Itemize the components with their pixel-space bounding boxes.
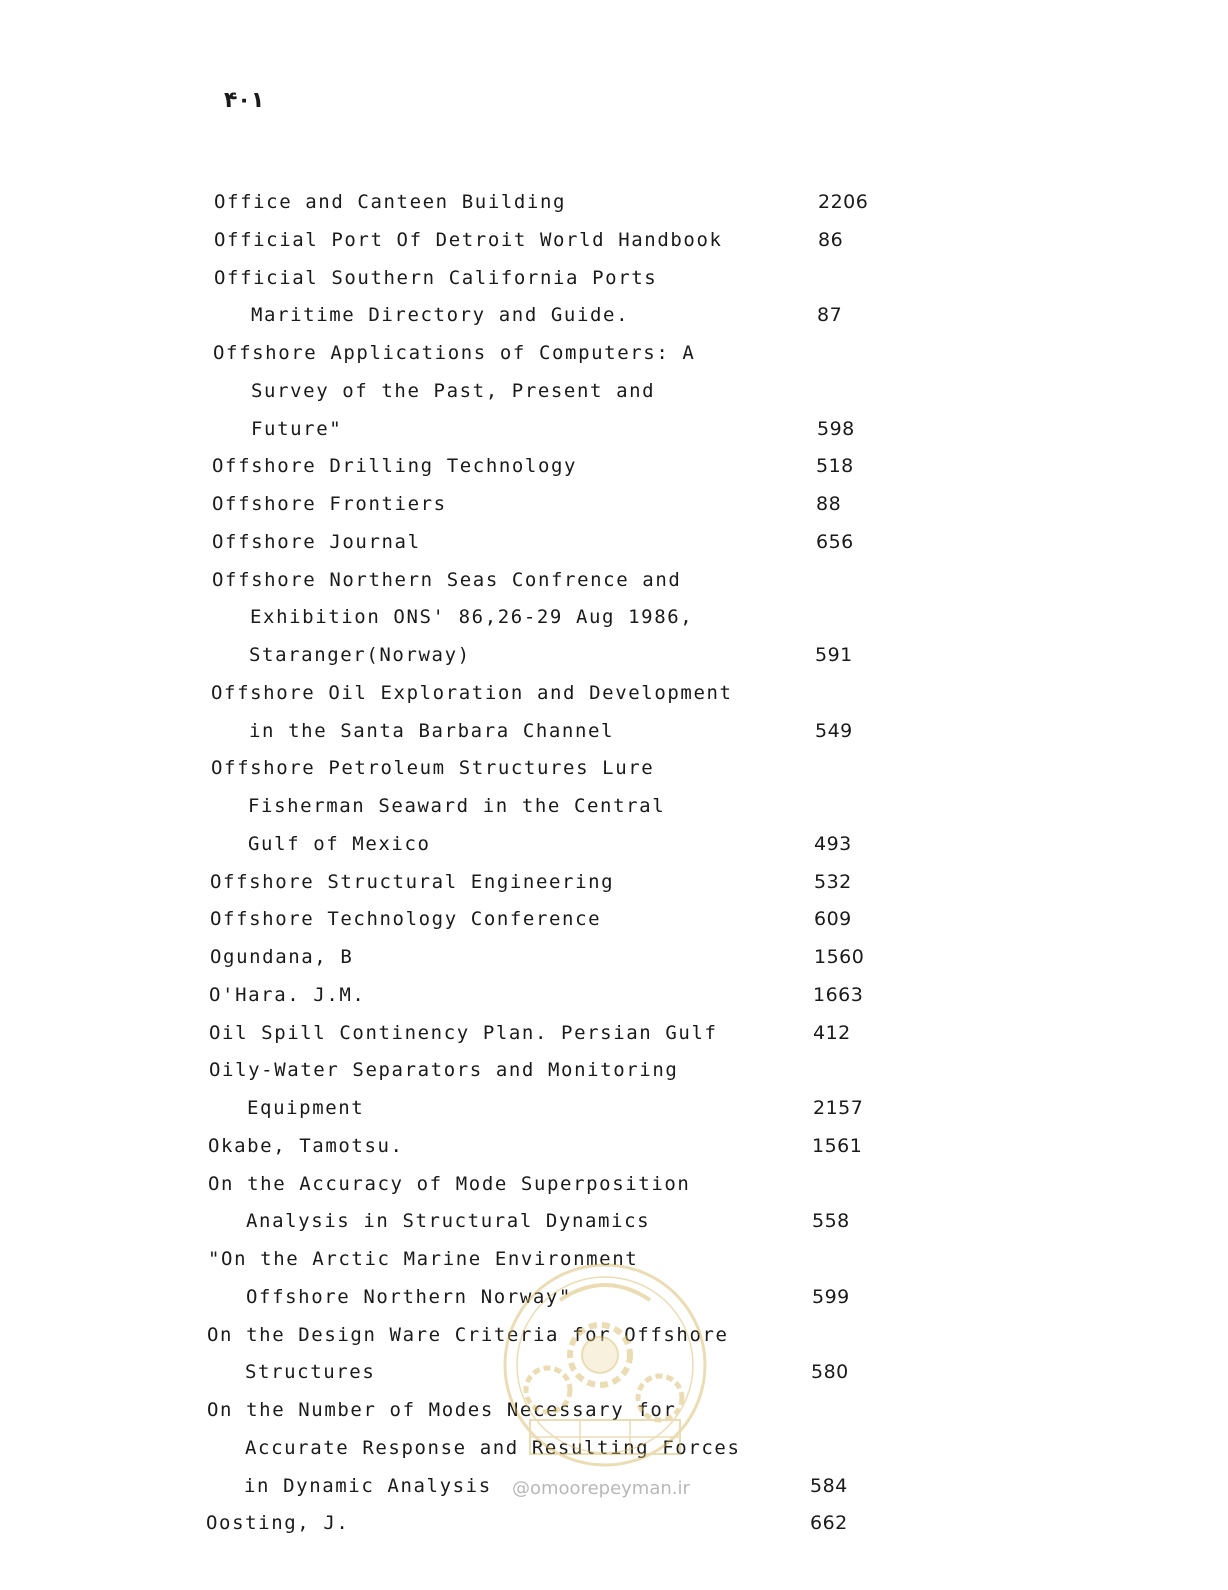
index-entry-title: Offshore Applications of Computers: A (213, 342, 696, 364)
watermark-site: @omoorepeyman.ir (512, 1478, 690, 1499)
index-entry-page: 2157 (813, 1097, 864, 1119)
index-entry-title: Offshore Technology Conference (210, 908, 602, 931)
index-entry-title: Official Southern California Ports (214, 266, 658, 289)
index-entry-title: Okabe, Tamotsu. (208, 1134, 404, 1157)
index-entry-page: 412 (813, 1021, 851, 1044)
index-entry-title: "On the Arctic Marine Environment (208, 1248, 639, 1270)
index-entry-continuation: Accurate Response and Resulting Forces (245, 1436, 741, 1459)
index-entry-title: On the Design Ware Criteria for Offshore (207, 1323, 729, 1346)
index-entry-continuation: in the Santa Barbara Channel (249, 719, 615, 742)
index-entry-title: Offshore Frontiers (212, 493, 447, 515)
index-entry-continuation: Survey of the Past, Present and (251, 379, 656, 402)
index-entry-continuation: Future" (251, 417, 343, 440)
index-entry-title: Oil Spill Continency Plan. Persian Gulf (209, 1021, 718, 1044)
index-entry-title: On the Number of Modes Necessary for (207, 1399, 677, 1421)
index-entry-title: Official Port Of Detroit World Handbook (214, 228, 723, 251)
index-entry-page: 532 (814, 870, 852, 893)
index-entry-page: 662 (810, 1512, 848, 1535)
index-entry-continuation: in Dynamic Analysis (244, 1474, 492, 1497)
index-entry-page: 518 (816, 455, 854, 478)
index-entry-page: 584 (810, 1474, 848, 1497)
index-entry-page: 86 (818, 228, 844, 251)
index-entry-title: Offshore Northern Seas Confrence and (212, 568, 682, 591)
index-entry-page: 1561 (812, 1134, 863, 1157)
index-entry-continuation: Analysis in Structural Dynamics (246, 1210, 651, 1233)
index-entry-continuation: Equipment (247, 1097, 365, 1119)
index-entry-page: 87 (817, 304, 843, 327)
index-entry-title: Offshore Structural Engineering (210, 870, 615, 893)
index-entry-title: Oosting, J. (206, 1512, 350, 1535)
index-entry-page: 88 (816, 493, 842, 515)
index-entry-continuation: Exhibition ONS' 86,26-29 Aug 1986, (250, 606, 694, 629)
index-entry-title: Offshore Drilling Technology (212, 455, 578, 478)
index-entry-page: 549 (815, 719, 853, 742)
index-entry-page: 609 (814, 908, 852, 931)
index-entry-title: Office and Canteen Building (214, 191, 567, 213)
index-entry-continuation: Offshore Northern Norway" (246, 1285, 572, 1308)
index-entry-page: 558 (812, 1210, 850, 1233)
index-entry-page: 580 (811, 1361, 849, 1384)
index-entry-page: 1663 (813, 983, 864, 1006)
index-entry-title: Ogundana, B (210, 946, 354, 968)
page-number: ۴۰۱ (224, 88, 265, 113)
index-entry-page: 656 (816, 530, 854, 553)
index-entry-page: 1560 (814, 946, 865, 968)
index-entry-page: 2206 (818, 191, 869, 213)
index-entry-continuation: Fisherman Seaward in the Central (248, 795, 666, 817)
index-entry-title: Offshore Oil Exploration and Development (211, 681, 733, 704)
index-entry-continuation: Gulf of Mexico (248, 832, 431, 855)
index-entry-page: 599 (812, 1285, 850, 1308)
index-entry-title: O'Hara. J.M. (209, 983, 366, 1006)
watermark-logo (500, 1260, 710, 1470)
index-entry-page: 591 (815, 644, 853, 666)
index-entry-page: 493 (814, 832, 852, 855)
index-entry-continuation: Structures (245, 1361, 376, 1384)
index-entry-title: Oily-Water Separators and Monitoring (209, 1059, 679, 1082)
index-entry-continuation: Maritime Directory and Guide. (251, 304, 630, 327)
index-entry-continuation: Staranger(Norway) (249, 644, 471, 666)
index-entry-title: Offshore Petroleum Structures Lure (211, 757, 655, 780)
index-entry-page: 598 (817, 417, 855, 440)
index-entry-title: On the Accuracy of Mode Superposition (208, 1172, 691, 1195)
index-entry-title: Offshore Journal (212, 530, 421, 553)
